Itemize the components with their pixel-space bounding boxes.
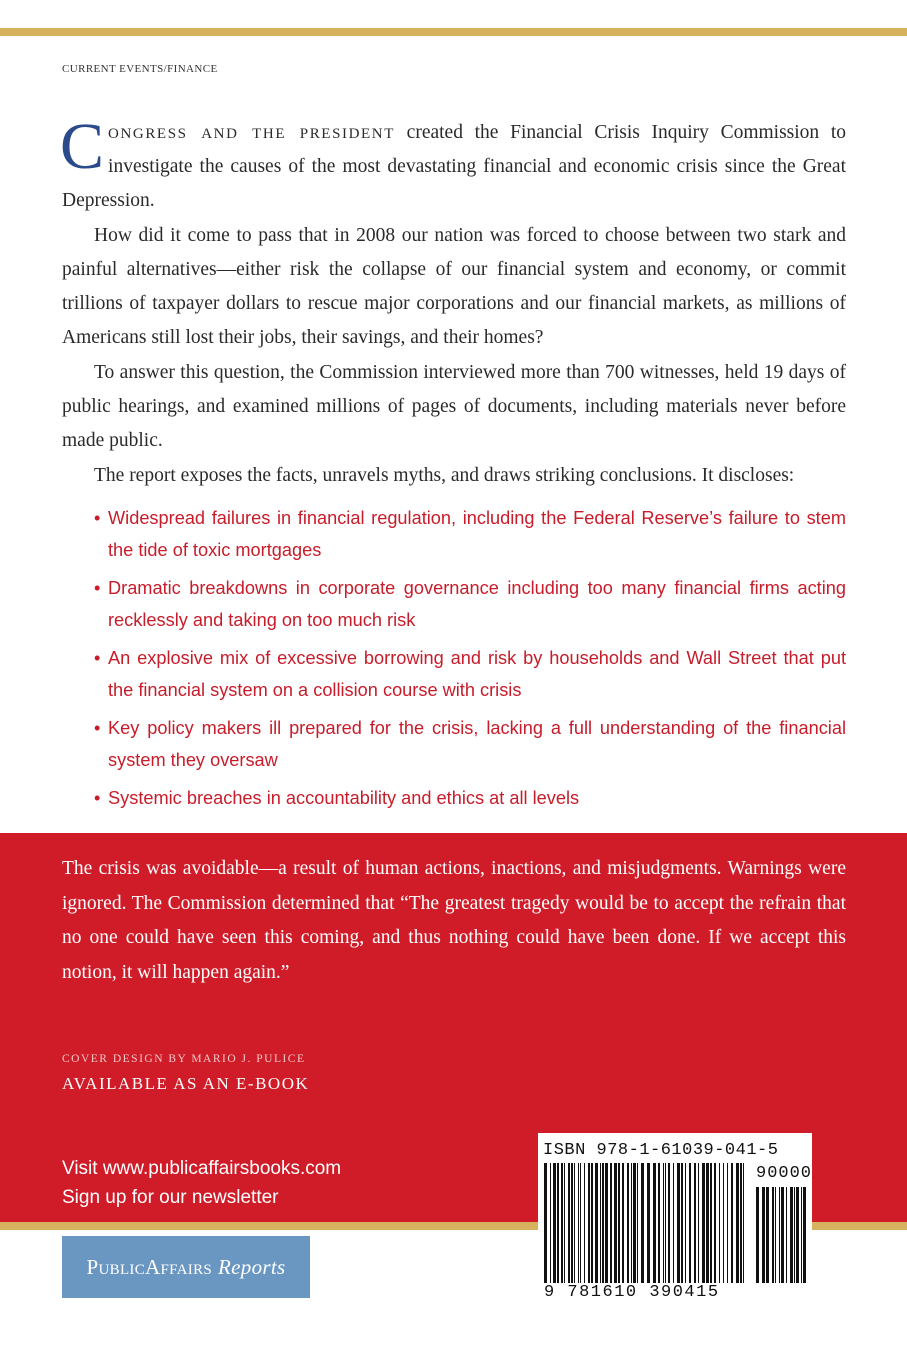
- barcode-bar: [631, 1163, 632, 1283]
- list-item-text: Systemic breaches in accountability and ethics at all levels: [108, 788, 580, 808]
- barcode-bar: [694, 1163, 696, 1283]
- barcode-bar: [602, 1163, 604, 1283]
- barcode-bar: [614, 1163, 617, 1283]
- barcode-bar: [779, 1187, 780, 1283]
- barcode-bar: [710, 1163, 712, 1283]
- barcode-bar: [633, 1163, 636, 1283]
- intro-paragraph: [60, 110, 847, 218]
- barcode-bar: [702, 1163, 705, 1283]
- barcode-bar: [641, 1163, 644, 1283]
- barcode-bar: [584, 1163, 585, 1283]
- barcode-bar: [731, 1163, 733, 1283]
- list-item-text: Key policy makers ill prepared for the crisis, lacking a full understanding of the financial system they oversaw: [108, 718, 846, 770]
- barcode-bar: [772, 1187, 774, 1283]
- barcode-bar: [727, 1163, 728, 1283]
- barcode-bar: [801, 1187, 802, 1283]
- barcode-bar: [564, 1163, 565, 1283]
- barcode-bar: [766, 1187, 769, 1283]
- publisher-series: Reports: [218, 1254, 286, 1279]
- barcode-bar: [794, 1187, 795, 1283]
- barcode-bar: [790, 1187, 793, 1283]
- intro-lead-caps: ongress and the president: [108, 119, 395, 143]
- price-code: 90000: [756, 1164, 813, 1183]
- barcode-bar: [781, 1187, 784, 1283]
- barcode-bar: [588, 1163, 590, 1283]
- drop-cap: C: [60, 110, 105, 183]
- website-promo: [62, 1154, 341, 1212]
- publisher-name: PublicAffairs: [86, 1254, 213, 1279]
- barcode-bar: [550, 1163, 551, 1283]
- barcode-bar: [681, 1163, 683, 1283]
- barcode-bar: [600, 1163, 601, 1283]
- barcode-digits: 9 781610 390415: [544, 1283, 720, 1302]
- barcode-bar: [571, 1163, 573, 1283]
- bullet-icon: •: [94, 648, 101, 668]
- barcode-bar: [647, 1163, 650, 1283]
- barcode-bar: [544, 1163, 547, 1283]
- body-paragraph: To answer this question, the Commission interviewed more than 700 witnesses, held 19 days of public hearings, and examined millions of pages of documents, including materials never before made public.: [62, 362, 846, 451]
- list-item: [94, 782, 846, 814]
- barcode-bar: [743, 1163, 744, 1283]
- list-item-text: Dramatic breakdowns in corporate governance including too many financial firms acting recklessly and taking on too much risk: [108, 578, 846, 630]
- barcode-bar: [580, 1163, 581, 1283]
- barcode-bar: [610, 1163, 612, 1283]
- cover-design-credit: COVER DESIGN BY MARIO J. PULICE: [62, 1053, 306, 1065]
- barcode-bar: [706, 1163, 709, 1283]
- publisher-logo: [62, 1236, 310, 1298]
- barcode-bar: [740, 1163, 742, 1283]
- barcode-bar: [553, 1163, 556, 1283]
- isbn-barcode: [538, 1133, 812, 1306]
- barcode-bar: [736, 1163, 739, 1283]
- barcode-bar: [756, 1187, 759, 1283]
- disclosure-list: [94, 502, 846, 820]
- barcode-bar: [723, 1163, 724, 1283]
- barcode-bar: [595, 1163, 598, 1283]
- barcode-bar: [786, 1187, 787, 1283]
- newsletter-signup[interactable]: Sign up for our newsletter: [62, 1187, 279, 1208]
- barcode-bar: [574, 1163, 575, 1283]
- barcode-bar: [605, 1163, 608, 1283]
- ebook-notice: AVAILABLE AS AN E-BOOK: [62, 1074, 310, 1093]
- conclusion-paragraph: The crisis was avoidable—a result of human actions, inactions, and misjudgments. Warnings were ignored. The Commission determined that “The greatest tragedy would be to accept the refrain that no one could have seen this coming, and thus nothing could have been done. If we accept this notion, it will happen again.”: [62, 858, 846, 983]
- barcode-bar: [803, 1187, 806, 1283]
- intro-rest: created the Financial Crisis Inquiry Commission to investigate the causes of the most devastating financial and economic crisis since the Great Depression.: [62, 122, 847, 211]
- bullet-icon: •: [94, 788, 101, 808]
- isbn-number: ISBN 978-1-61039-041-5: [543, 1141, 779, 1160]
- list-item: [94, 642, 846, 706]
- list-item-text: Widespread failures in financial regulation, including the Federal Reserve’s failure to stem the tide of toxic mortgages: [108, 508, 846, 560]
- body-paragraph: How did it come to pass that in 2008 our nation was forced to choose between two stark and painful alternatives—either risk the collapse of our financial system and economy, or commit trillions of taxpayer dollars to rescue major corporations and our financial markets, as millions of Americans still lost their jobs, their savings, and their homes?: [62, 225, 846, 348]
- barcode-bar: [578, 1163, 579, 1283]
- barcode-bar: [568, 1163, 570, 1283]
- barcode-bar: [796, 1187, 799, 1283]
- barcode-bar: [665, 1163, 666, 1283]
- bullet-icon: •: [94, 578, 101, 598]
- barcode-bar: [673, 1163, 674, 1283]
- category-label: CURRENT EVENTS/FINANCE: [62, 63, 218, 75]
- list-item: [94, 502, 846, 566]
- barcode-bar: [677, 1163, 680, 1283]
- barcode-bar: [557, 1163, 559, 1283]
- barcode-bar: [775, 1187, 776, 1283]
- barcode-bar: [561, 1163, 563, 1283]
- barcode-bar: [762, 1187, 765, 1283]
- barcode-bar: [591, 1163, 593, 1283]
- list-item-text: An explosive mix of excessive borrowing and risk by households and Wall Street that put the financial system on a collision course with crisis: [108, 648, 846, 700]
- body-paragraph: The report exposes the facts, unravels myths, and draws striking conclusions. It discloses:: [94, 465, 795, 486]
- barcode-bar: [668, 1163, 670, 1283]
- barcode-bar: [685, 1163, 686, 1283]
- barcode-bar: [637, 1163, 638, 1283]
- barcode-bar: [622, 1163, 624, 1283]
- list-item: [94, 712, 846, 776]
- barcode-bar: [714, 1163, 716, 1283]
- barcode-bar: [698, 1163, 699, 1283]
- barcode-bar: [627, 1163, 629, 1283]
- website-link[interactable]: Visit www.publicaffairsbooks.com: [62, 1158, 342, 1179]
- top-gold-rule: [0, 28, 907, 36]
- barcode-bar: [618, 1163, 620, 1283]
- barcode-bar: [689, 1163, 691, 1283]
- bullet-icon: •: [94, 718, 101, 738]
- barcode-bar: [658, 1163, 660, 1283]
- bullet-icon: •: [94, 508, 101, 528]
- list-item: [94, 572, 846, 636]
- barcode-bar: [663, 1163, 664, 1283]
- barcode-bar: [653, 1163, 656, 1283]
- barcode-bar: [719, 1163, 720, 1283]
